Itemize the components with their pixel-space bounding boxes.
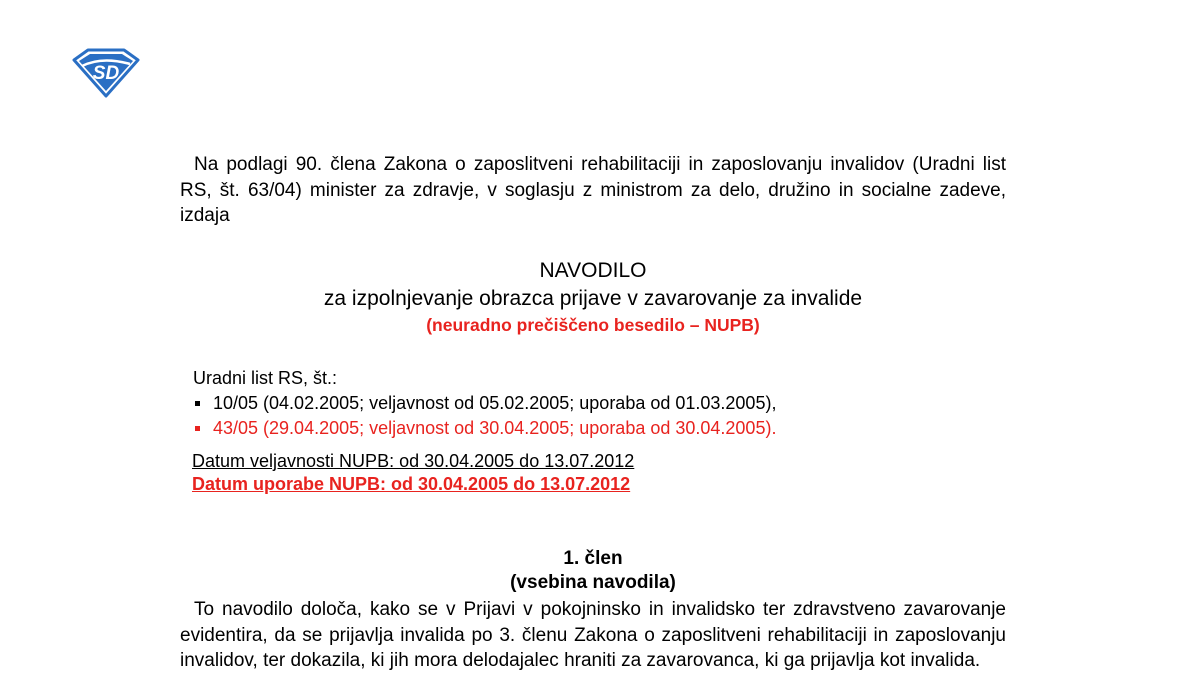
validity-date-line: Datum veljavnosti NUPB: od 30.04.2005 do 13.07.2012 [192, 451, 635, 471]
gazette-entry [193, 416, 776, 441]
logo-letters: SD [92, 63, 120, 84]
gazette-heading: Uradni list RS, št.: [193, 368, 338, 388]
gazette-entry-text: 43/05 (29.04.2005; veljavnost od 30.04.2005; uporaba od 30.04.2005). [213, 418, 777, 438]
document-title: NAVODILO [539, 259, 647, 282]
document-page [180, 0, 1006, 695]
gazette-entry-text: 10/05 (04.02.2005; veljavnost od 05.02.2005; uporaba od 01.03.2005), [213, 393, 777, 413]
article-heading: (vsebina navodila) [510, 572, 676, 593]
gazette-list [193, 391, 776, 441]
article-paragraph: To navodilo določa, kako se v Prijavi v pokojninsko in invalidsko ter zdravstveno zavarovanje evidentira, da se prijavlja invalida po 3. členu Zakona o zaposlitveni rehabilitaciji in zaposlovanju invalidov, ter dokazila, ki jih mora delodajalec hraniti za zavarovanca, ki ga prijavlja kot invalida. [180, 599, 1006, 671]
unofficial-text-note: (neuradno prečiščeno besedilo – NUPB) [426, 315, 760, 335]
bullet-icon [195, 401, 200, 406]
bullet-icon [195, 426, 200, 431]
document-subtitle: za izpolnjevanje obrazca prijave v zavarovanje za invalide [323, 287, 863, 310]
sd-shield-logo-icon [72, 46, 140, 98]
official-gazette-block [193, 366, 776, 441]
application-date-line: Datum uporabe NUPB: od 30.04.2005 do 13.07.2012 [192, 474, 631, 494]
intro-paragraph: Na podlagi 90. člena Zakona o zaposlitveni rehabilitaciji in zaposlovanju invalidov (Uradni list RS, št. 63/04) minister za zdravje, v soglasju z ministrom za delo, družino in socialne zadeve, izdaja [180, 154, 1006, 226]
article-number: 1. člen [563, 548, 623, 569]
validity-block [192, 450, 634, 496]
gazette-entry [193, 391, 776, 416]
